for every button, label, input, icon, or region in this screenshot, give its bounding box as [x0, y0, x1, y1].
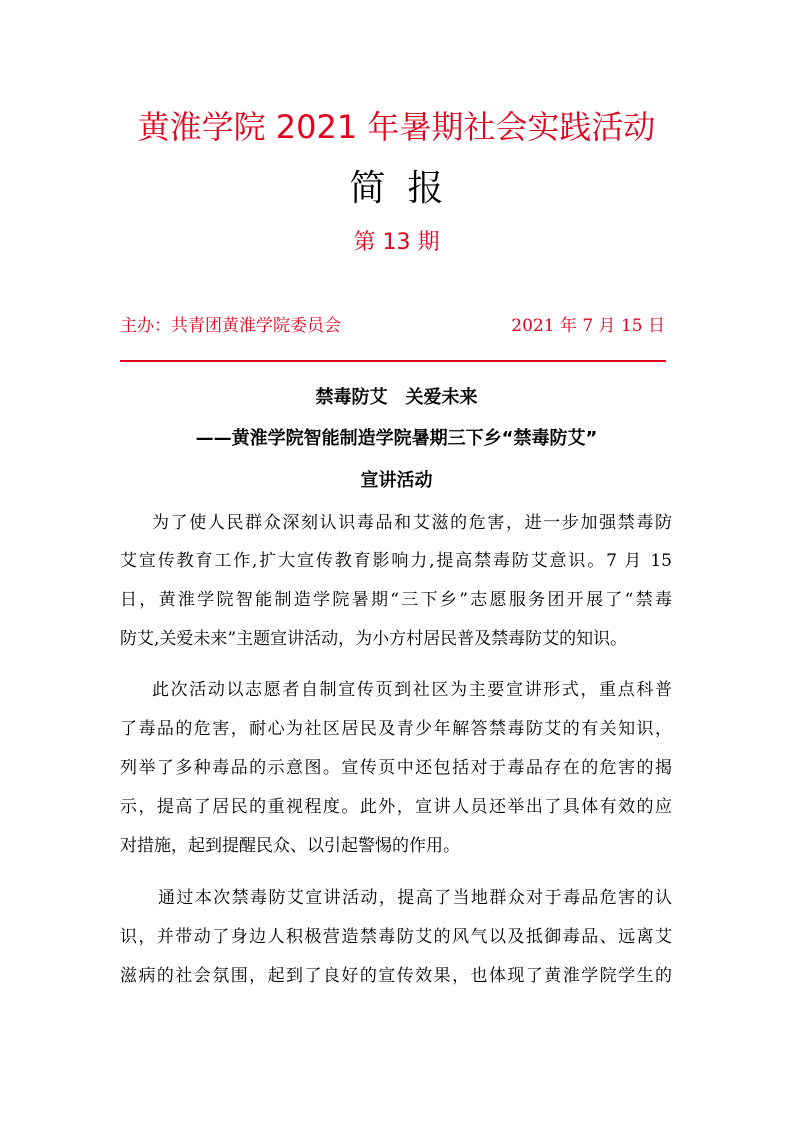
issue-number: 第 13 期: [353, 230, 440, 255]
body-line: 日，黄淮学院智能制造学院暑期“三下乡”志愿服务团开展了“禁毒: [120, 590, 672, 610]
body-line: 了毒品的危害，耐心为社区居民及青少年解答禁毒防艾的有关知识，: [120, 719, 672, 739]
body-line: 艾宣传教育工作,扩大宣传教育影响力,提高禁毒防艾意识。7 月 15: [120, 551, 672, 571]
body-line: 通过本次禁毒防艾宣讲活动，提高了当地群众对于毒品危害的认: [158, 888, 672, 908]
article-subtitle-tail: 宣讲活动: [360, 470, 433, 491]
sponsor-line: 主办：共青团黄淮学院委员会: [120, 316, 341, 336]
body-line: 滋病的社会氛围，起到了良好的宣传效果，也体现了黄淮学院学生的: [120, 966, 672, 986]
article-subtitle: ——黄淮学院智能制造学院暑期三下乡“禁毒防艾”: [195, 428, 598, 449]
header-divider: [120, 360, 666, 362]
body-line: 此次活动以志愿者自制宣传页到社区为主要宣讲形式，重点科普: [152, 680, 672, 700]
article-title: 禁毒防艾 关爱未来: [315, 387, 478, 408]
body-line: 为了使人民群众深刻认识毒品和艾滋的危害，进一步加强禁毒防: [152, 513, 672, 533]
body-line: 识，并带动了身边人积极营造禁毒防艾的风气以及抵御毒品、远离艾: [120, 927, 672, 947]
report-title: 黄淮学院 2021 年暑期社会实践活动: [137, 108, 656, 146]
body-line: 示，提高了居民的重视程度。此外，宣讲人员还举出了具体有效的应: [120, 797, 672, 817]
report-subtitle: 简报: [349, 168, 466, 209]
body-line: 防艾,关爱未来”主题宣讲活动，为小方村居民普及禁毒防艾的知识。: [120, 629, 628, 649]
body-line: 列举了多种毒品的示意图。宣传页中还包括对于毒品存在的危害的揭: [120, 758, 672, 778]
publish-date: 2021 年 7 月 15 日: [511, 316, 665, 336]
body-line: 对措施，起到提醒民众、以引起警惕的作用。: [120, 836, 460, 856]
